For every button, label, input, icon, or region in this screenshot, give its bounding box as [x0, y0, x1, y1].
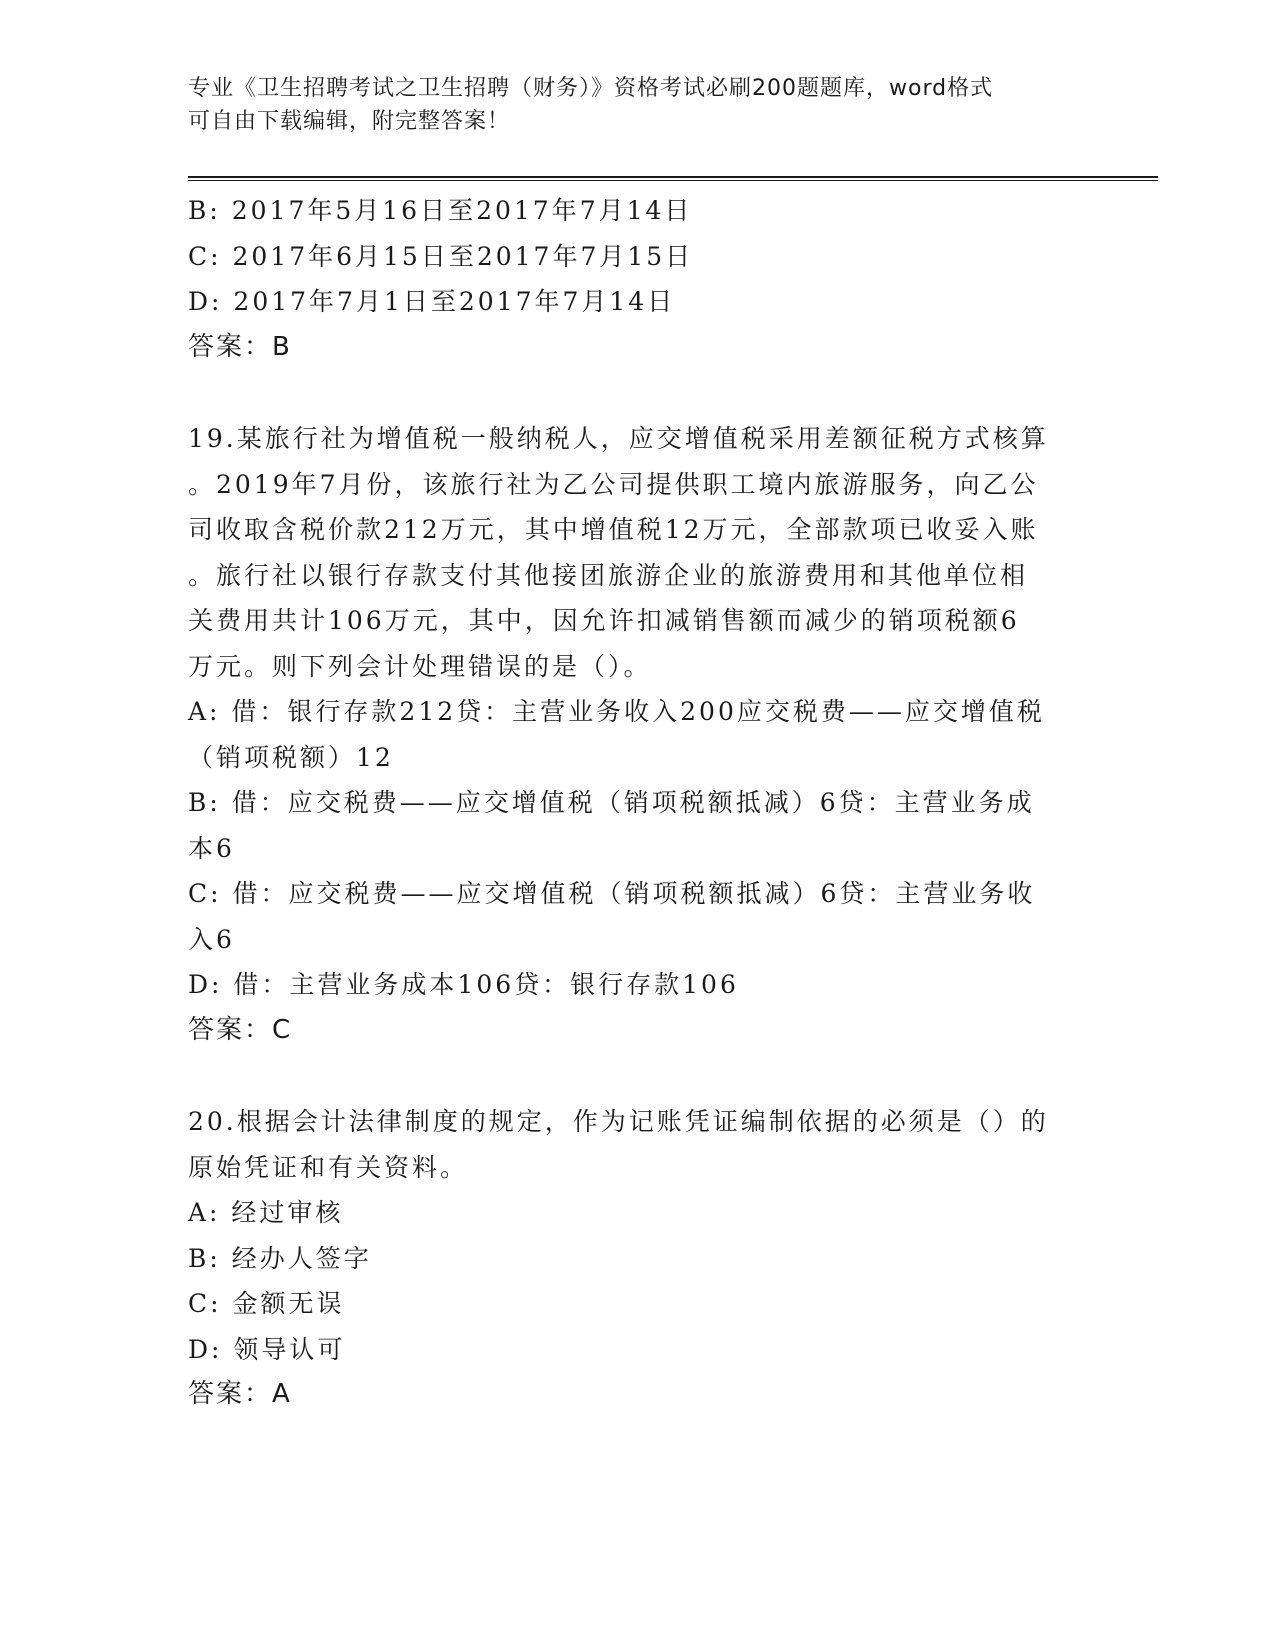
question-stem-line: 19.某旅行社为增值税一般纳税人，应交增值税采用差额征税方式核算	[188, 424, 1049, 453]
option-b: B: 2017年5月16日至2017年7月14日	[188, 196, 693, 225]
option-c-continued: 入6	[188, 924, 235, 954]
option-b-continued: 本6	[188, 833, 235, 863]
page-header	[188, 72, 1068, 138]
question-20	[188, 1099, 1078, 1418]
option-d: D: 2017年7月1日至2017年7月14日	[188, 287, 676, 316]
question-stem-line: 万元。则下列会计处理错误的是（）。	[188, 651, 652, 681]
answer-label: 答案：C	[188, 1014, 293, 1045]
document-body	[188, 188, 1078, 1418]
answer-label: 答案：A	[188, 1379, 292, 1409]
option-b: B: 经办人签字	[188, 1243, 372, 1273]
option-d: D: 领导认可	[188, 1334, 346, 1364]
option-a-continued: （销项税额）12	[188, 742, 394, 772]
option-b: B: 借：应交税费——应交增值税（销项税额抵减）6贷：主营业务成	[188, 788, 1035, 817]
header-divider	[188, 176, 1158, 181]
question-19	[188, 416, 1078, 1053]
question-18-continued	[188, 188, 1078, 370]
question-stem-line: 20.根据会计法律制度的规定，作为记账凭证编制依据的必须是（）的	[188, 1107, 1049, 1136]
question-stem-line: 原始凭证和有关资料。	[188, 1152, 469, 1182]
header-title-line-2: 可自由下载编辑，附完整答案！	[188, 109, 511, 134]
question-stem-line: 。旅行社以银行存款支付其他接团旅游企业的旅游费用和其他单位相	[188, 560, 1029, 590]
spacer	[188, 1053, 1078, 1099]
option-c: C: 借：应交税费——应交增值税（销项税额抵减）6贷：主营业务收	[188, 879, 1036, 908]
question-stem-line: 司收取含税价款212万元，其中增值税12万元，全部款项已收妥入账	[188, 515, 1039, 544]
question-stem-line: 。2019年7月份，该旅行社为乙公司提供职工境内旅游服务，向乙公	[188, 469, 1039, 499]
option-c: C: 金额无误	[188, 1289, 345, 1318]
option-d: D: 借：主营业务成本106贷：银行存款106	[188, 970, 739, 999]
spacer	[188, 370, 1078, 416]
question-stem-line: 关费用共计106万元，其中，因允许扣减销售额而减少的销项税额6	[188, 606, 1020, 635]
option-a: A: 经过审核	[188, 1198, 344, 1227]
answer-label: 答案：B	[188, 331, 292, 362]
option-c: C: 2017年6月15日至2017年7月15日	[188, 241, 694, 271]
option-a: A: 借：银行存款212贷：主营业务收入200应交税费——应交增值税	[188, 697, 1045, 726]
header-title-line-1: 专业《卫生招聘考试之卫生招聘（财务）》资格考试必刷200题题库，word格式	[188, 76, 994, 101]
